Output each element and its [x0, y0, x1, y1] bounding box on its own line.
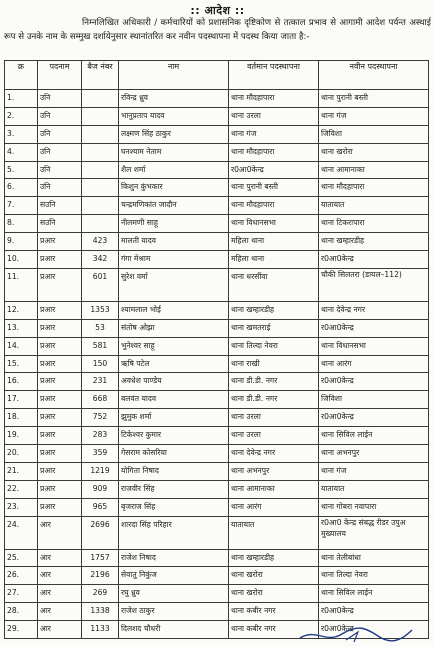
cell-new-posting: र0आ0केन्द्र [319, 251, 429, 269]
cell-name: चन्द्रमणिकांत जादौन [119, 197, 229, 215]
cell-new-posting: थाना खम्हारडीह [319, 233, 429, 251]
cell-designation: प्रआर [38, 337, 82, 355]
table-row [5, 143, 429, 161]
cell-badge: 752 [82, 409, 119, 427]
cell-designation: उनि [38, 125, 82, 143]
table-row [5, 355, 429, 373]
table-row [5, 233, 429, 251]
cell-designation: सउनि [38, 215, 82, 233]
cell-badge: 2196 [82, 567, 119, 585]
table-row [5, 161, 429, 179]
cell-name: किशुन कुंभकार [119, 179, 229, 197]
signature-scribble [296, 624, 416, 646]
cell-serial: 19. [5, 427, 38, 445]
cell-badge [82, 215, 119, 233]
cell-name: बलवंत यादव [119, 391, 229, 409]
cell-badge: 965 [82, 498, 119, 516]
cell-current-posting: थाना आमानाका [229, 480, 319, 498]
cell-designation: आर [38, 603, 82, 621]
cell-designation: आर [38, 516, 82, 549]
cell-serial: 7. [5, 197, 38, 215]
cell-serial: 12. [5, 301, 38, 319]
cell-current-posting: थाना विधानसभा [229, 215, 319, 233]
cell-serial: 4. [5, 143, 38, 161]
cell-name: ऋषि पटेल [119, 355, 229, 373]
cell-serial: 13. [5, 319, 38, 337]
cell-name: रविन्द्र ध्रुव [119, 90, 229, 108]
cell-name: सेवातु निकुंज [119, 567, 229, 585]
cell-name: शारदा सिंह परिहार [119, 516, 229, 549]
cell-new-posting: र0आ0केन्द्र [319, 409, 429, 427]
cell-current-posting: थाना खम्हारडीह [229, 301, 319, 319]
cell-new-posting: थाना विधानसभा [319, 337, 429, 355]
cell-serial: 26. [5, 567, 38, 585]
cell-current-posting: थाना कबीर नगर [229, 603, 319, 621]
cell-new-posting: चौकी सिलतरा (डायल–112) [319, 268, 429, 301]
cell-serial: 15. [5, 355, 38, 373]
cell-new-posting: थाना देवेन्द्र नगर [319, 301, 429, 319]
cell-new-posting: थाना अभनपुर [319, 445, 429, 463]
cell-serial: 9. [5, 233, 38, 251]
cell-current-posting: थाना राखी [229, 355, 319, 373]
cell-name: दिलशद चौधरी [119, 621, 229, 639]
cell-current-posting: थाना धरसींवा [229, 268, 319, 301]
table-row [5, 549, 429, 567]
cell-designation: उनि [38, 90, 82, 108]
cell-badge: 359 [82, 445, 119, 463]
cell-serial: 17. [5, 391, 38, 409]
cell-serial: 6. [5, 179, 38, 197]
cell-new-posting: र0आ0केन्द्र [319, 603, 429, 621]
cell-badge: 601 [82, 268, 119, 301]
cell-serial: 8. [5, 215, 38, 233]
cell-designation: उनि [38, 107, 82, 125]
table-row [5, 215, 429, 233]
table-row [5, 480, 429, 498]
cell-designation: प्रआर [38, 373, 82, 391]
cell-current-posting: थाना मौदहापारा [229, 143, 319, 161]
cell-new-posting: यातायात [319, 197, 429, 215]
cell-current-posting: थाना देवेन्द्र नगर [229, 445, 319, 463]
cell-new-posting: थाना गोबरा नवापारा [319, 498, 429, 516]
table-header-row [5, 61, 429, 90]
cell-new-posting: जिविशा [319, 391, 429, 409]
table-row [5, 462, 429, 480]
table-row [5, 125, 429, 143]
cell-badge: 342 [82, 251, 119, 269]
cell-current-posting: थाना आरंग [229, 498, 319, 516]
table-row [5, 409, 429, 427]
cell-name: झुमुक शर्मा [119, 409, 229, 427]
cell-serial: 14. [5, 337, 38, 355]
cell-badge [82, 107, 119, 125]
cell-name: श्यामलाल भोई [119, 301, 229, 319]
cell-current-posting: थाना मौदहापारा [229, 90, 319, 108]
cell-badge: 283 [82, 427, 119, 445]
cell-new-posting: थाना आमानाका [319, 161, 429, 179]
cell-current-posting: महिला थाना [229, 251, 319, 269]
cell-name: गेसराम कोसरिया [119, 445, 229, 463]
table-row [5, 498, 429, 516]
cell-badge: 1757 [82, 549, 119, 567]
cell-designation: प्रआर [38, 233, 82, 251]
table-row [5, 516, 429, 549]
cell-new-posting: र0आ0केन्द्र [319, 319, 429, 337]
cell-designation: प्रआर [38, 498, 82, 516]
cell-serial: 2. [5, 107, 38, 125]
cell-new-posting: थाना टिकरापारा [319, 215, 429, 233]
header-designation: पदनाम [38, 61, 82, 90]
cell-current-posting: थाना डी.डी. नगर [229, 391, 319, 409]
cell-serial: 28. [5, 603, 38, 621]
cell-badge: 423 [82, 233, 119, 251]
header-badge: बैज नंबर [82, 61, 119, 90]
cell-name: संतोष ओझा [119, 319, 229, 337]
table-row [5, 585, 429, 603]
cell-name: योगिता निषाद [119, 462, 229, 480]
cell-serial: 18. [5, 409, 38, 427]
order-intro [4, 16, 431, 44]
table-row [5, 268, 429, 301]
cell-serial: 27. [5, 585, 38, 603]
cell-current-posting: थाना गंज [229, 125, 319, 143]
cell-designation: उनि [38, 161, 82, 179]
cell-designation: प्रआर [38, 301, 82, 319]
cell-current-posting: थाना उरला [229, 427, 319, 445]
table-row [5, 567, 429, 585]
cell-designation: प्रआर [38, 319, 82, 337]
table-row [5, 373, 429, 391]
cell-badge: 150 [82, 355, 119, 373]
cell-badge: 1133 [82, 621, 119, 639]
cell-badge: 231 [82, 373, 119, 391]
cell-designation: प्रआर [38, 445, 82, 463]
table-row [5, 445, 429, 463]
cell-current-posting: यातायात [229, 516, 319, 549]
cell-name: शैल शर्मा [119, 161, 229, 179]
transfer-table [4, 60, 429, 639]
cell-new-posting: र0आ0केन्द्र [319, 621, 429, 639]
cell-current-posting: थाना उरला [229, 409, 319, 427]
cell-current-posting: थाना अभनपुर [229, 462, 319, 480]
table-row [5, 319, 429, 337]
cell-name: टिकेश्वर कुमार [119, 427, 229, 445]
cell-badge [82, 143, 119, 161]
cell-serial: 22. [5, 480, 38, 498]
table-body [5, 90, 429, 639]
cell-name: सुरेश वर्मा [119, 268, 229, 301]
header-serial: क्र [5, 61, 38, 90]
cell-new-posting: र0आ0 केन्द्र संबद्ध रीडर उपुअ मुख्यालय [319, 516, 429, 549]
cell-new-posting: जिविशा [319, 125, 429, 143]
cell-serial: 20. [5, 445, 38, 463]
cell-name: भानुप्रताप यादव [119, 107, 229, 125]
order-title: :: आदेश :: [190, 4, 245, 17]
cell-designation: उनि [38, 179, 82, 197]
cell-current-posting: थाना मौदहापारा [229, 197, 319, 215]
cell-current-posting: थाना तिल्दा नेवरा [229, 337, 319, 355]
cell-badge [82, 90, 119, 108]
cell-designation: प्रआर [38, 409, 82, 427]
table-row [5, 391, 429, 409]
cell-serial: 1. [5, 90, 38, 108]
cell-new-posting: थाना सिविल लाईन [319, 585, 429, 603]
cell-new-posting: थाना तेलीबांधा [319, 549, 429, 567]
cell-badge: 269 [82, 585, 119, 603]
cell-current-posting: थाना पुरानी बस्ती [229, 179, 319, 197]
table-row [5, 603, 429, 621]
cell-badge: 909 [82, 480, 119, 498]
cell-serial: 10. [5, 251, 38, 269]
cell-serial: 21. [5, 462, 38, 480]
cell-badge [82, 125, 119, 143]
cell-name: लक्ष्मण सिंह ठाकुर [119, 125, 229, 143]
cell-name: घनश्याम नेताम [119, 143, 229, 161]
cell-current-posting: महिला थाना [229, 233, 319, 251]
cell-name: गंगा मेश्राम [119, 251, 229, 269]
cell-name: रघु ध्रुव [119, 585, 229, 603]
cell-new-posting: थाना गंज [319, 462, 429, 480]
cell-designation: प्रआर [38, 391, 82, 409]
cell-name: राजेश निषाद [119, 549, 229, 567]
table-row [5, 197, 429, 215]
cell-name: राजेश ठाकुर [119, 603, 229, 621]
cell-badge: 1338 [82, 603, 119, 621]
cell-badge: 53 [82, 319, 119, 337]
cell-designation: प्रआर [38, 251, 82, 269]
cell-new-posting: थाना तिल्दा नेवरा [319, 567, 429, 585]
cell-badge [82, 161, 119, 179]
intro-text: निम्नलिखित अधिकारी / कर्मचारियों को प्रशासनिक दृष्टिकोण से तत्काल प्रभाव से आगामी आदेश पर्यन्त अस्थाई रूप से उनके नाम के सम्मुख दर्शायेनुसार स्थानांतरित कर नवीन पदस्थापना में पदस्थ किया जाता है:- [4, 18, 431, 42]
cell-name: बृजराज सिंह [119, 498, 229, 516]
cell-current-posting: थाना उरला [229, 107, 319, 125]
cell-badge: 668 [82, 391, 119, 409]
cell-designation: उनि [38, 143, 82, 161]
cell-name: नीलमणी साहू [119, 215, 229, 233]
table-row [5, 107, 429, 125]
table-row [5, 90, 429, 108]
cell-new-posting: थाना गंज [319, 107, 429, 125]
cell-new-posting: थाना सिविल लाईन [319, 427, 429, 445]
cell-badge: 1353 [82, 301, 119, 319]
table-row [5, 337, 429, 355]
cell-designation: प्रआर [38, 462, 82, 480]
cell-designation: प्रआर [38, 427, 82, 445]
table-row [5, 179, 429, 197]
cell-name: राजवीर सिंह [119, 480, 229, 498]
cell-current-posting: थाना डी.डी. नगर [229, 373, 319, 391]
cell-serial: 23. [5, 498, 38, 516]
header-new-posting: नवीन पदस्थापना [319, 61, 429, 90]
cell-serial: 29. [5, 621, 38, 639]
cell-new-posting: थाना मौदहापारा [319, 179, 429, 197]
cell-new-posting: र0आ0केन्द्र [319, 373, 429, 391]
cell-serial: 5. [5, 161, 38, 179]
cell-designation: सउनि [38, 197, 82, 215]
cell-designation: प्रआर [38, 355, 82, 373]
cell-current-posting: थाना खरोरा [229, 567, 319, 585]
cell-new-posting: यातायात [319, 480, 429, 498]
cell-current-posting: थाना खम्हारडीह [229, 549, 319, 567]
cell-designation: प्रआर [38, 480, 82, 498]
cell-new-posting: थाना खरोरा [319, 143, 429, 161]
cell-designation: आर [38, 549, 82, 567]
cell-designation: आर [38, 621, 82, 639]
cell-designation: आर [38, 585, 82, 603]
cell-serial: 11. [5, 268, 38, 301]
cell-current-posting: र0आ0केन्द्र [229, 161, 319, 179]
cell-badge: 581 [82, 337, 119, 355]
cell-badge: 2696 [82, 516, 119, 549]
cell-serial: 25. [5, 549, 38, 567]
cell-name: भुनेश्वर साहू [119, 337, 229, 355]
cell-badge: 1219 [82, 462, 119, 480]
cell-current-posting: थाना खरोरा [229, 585, 319, 603]
cell-name: अवधेश पाण्डेय [119, 373, 229, 391]
cell-serial: 24. [5, 516, 38, 549]
cell-new-posting: थाना आरंग [319, 355, 429, 373]
header-current-posting: वर्तमान पदस्थापना [229, 61, 319, 90]
cell-current-posting: थाना खमतराई [229, 319, 319, 337]
cell-current-posting: थाना कबीर नगर [229, 621, 319, 639]
cell-designation: प्रआर [38, 268, 82, 301]
cell-badge [82, 197, 119, 215]
table-row [5, 427, 429, 445]
cell-new-posting: थाना पुरानी बस्ती [319, 90, 429, 108]
header-name: नाम [119, 61, 229, 90]
cell-serial: 16. [5, 373, 38, 391]
table-row [5, 301, 429, 319]
cell-badge [82, 179, 119, 197]
cell-designation: आर [38, 567, 82, 585]
cell-name: मालती यादव [119, 233, 229, 251]
table-row [5, 251, 429, 269]
cell-serial: 3. [5, 125, 38, 143]
